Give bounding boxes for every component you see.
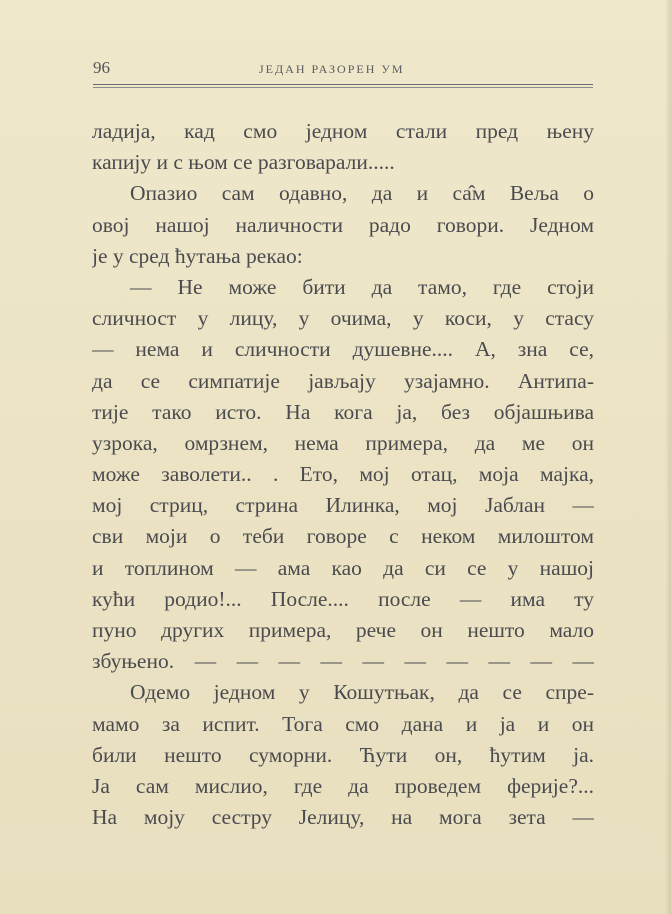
text-line: пуно других примера, рече он нешто мало (92, 618, 594, 642)
text-line: тије тако исто. На кога ја, без објашњива (92, 399, 594, 424)
text-line: Ја сам мислио, где да проведем ферије?... (92, 773, 594, 798)
header-rule-secondary (93, 87, 593, 88)
text-line: сви моји о теби говоре с неком милоштом (92, 524, 594, 549)
text-line: — Не може бити да тамо, где стоји (130, 274, 594, 299)
text-line: може заволети.. . Ето, мој отац, моја мајка, (92, 462, 594, 487)
text-line: мој стриц, стрина Илинка, мој Јаблан — (92, 493, 594, 518)
text-line: да се симпатије јављају узајамно. Антипа- (92, 368, 594, 393)
page-header (93, 58, 593, 80)
text-line: је у сред ћутања рекао: (92, 243, 303, 268)
page-edge-shadow (665, 0, 671, 914)
text-line: сличност у лицу, у очима, у коси, у стасу (92, 306, 594, 331)
text-line: и топлином — ама као да си се у нашој (92, 555, 594, 580)
text-line: збуњено. — — — — — — — — — — (92, 649, 594, 674)
text-line: На моју сестру Јелицу, на мога зета — (92, 805, 594, 830)
text-line: били нешто суморни. Ћути он, ћутим ја. (92, 742, 594, 767)
text-line: овој нашој наличности радо говори. Једном (92, 212, 594, 237)
text-line: мамо за испит. Тога смо дана и ја и он (92, 711, 594, 736)
page-number: 96 (93, 58, 110, 77)
text-line: Одемо једном у Кошутњак, да се спре- (130, 680, 594, 705)
running-title: ЈЕДАН РАЗОРЕН УМ (259, 62, 405, 76)
text-line: — нема и сличности душевне.... А, зна се, (92, 337, 594, 362)
header-rule (93, 84, 593, 85)
text-line: кући родио!... После.... после — има ту (92, 586, 594, 611)
text-line: узрока, омрзнем, нема примера, да ме он (92, 430, 594, 455)
body-text (92, 116, 594, 833)
text-line: капију и с њом се разговарали..... (92, 150, 395, 175)
text-line: Опазио сам одавно, да и са̂м Веља о (130, 181, 594, 206)
text-line: ладија, кад смо једном стали пред њену (92, 119, 594, 143)
